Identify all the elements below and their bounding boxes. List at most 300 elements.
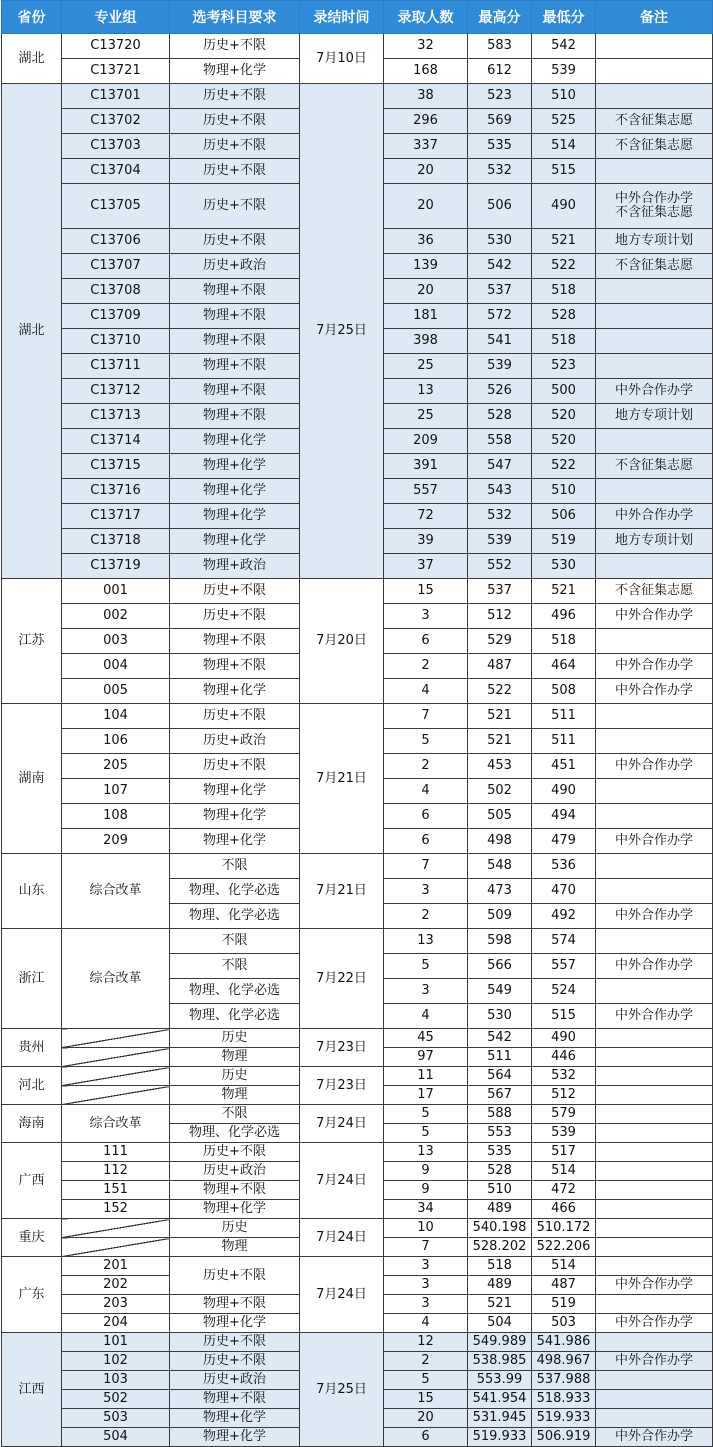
note-cell: 中外合作办学 (596, 1004, 713, 1029)
admission-scores-table (1, 0, 713, 1447)
subject-cell: 历史+不限 (170, 1333, 300, 1352)
count-cell: 6 (384, 804, 468, 829)
subject-cell: 物理+化学 (170, 1200, 300, 1219)
date-cell: 7月23日 (300, 1029, 384, 1067)
subject-cell: 历史+不限 (170, 109, 300, 134)
group-cell: C13721 (62, 59, 170, 84)
group-cell: 504 (62, 1428, 170, 1447)
note-cell (596, 879, 713, 904)
min-score-cell: 514 (532, 134, 596, 159)
count-cell: 15 (384, 579, 468, 604)
max-score-cell: 572 (468, 304, 532, 329)
note-cell: 中外合作办学 (596, 954, 713, 979)
count-cell: 6 (384, 829, 468, 854)
note-cell (596, 329, 713, 354)
min-score-cell: 514 (532, 1162, 596, 1181)
subject-cell: 物理 (170, 1238, 300, 1257)
note-cell (596, 1124, 713, 1143)
count-cell: 4 (384, 1314, 468, 1333)
table-row (2, 34, 713, 59)
header-max: 最高分 (468, 1, 532, 34)
min-score-cell: 515 (532, 1004, 596, 1029)
count-cell: 15 (384, 1390, 468, 1409)
group-cell: C13705 (62, 184, 170, 229)
province-cell: 重庆 (2, 1219, 62, 1257)
min-score-cell: 518.933 (532, 1390, 596, 1409)
min-score-cell: 574 (532, 929, 596, 954)
min-score-cell: 496 (532, 604, 596, 629)
group-cell: C13707 (62, 254, 170, 279)
count-cell: 139 (384, 254, 468, 279)
note-cell: 不含征集志愿 (596, 579, 713, 604)
table-row (2, 1333, 713, 1352)
subject-cell: 物理+不限 (170, 629, 300, 654)
count-cell: 391 (384, 454, 468, 479)
date-cell: 7月24日 (300, 1257, 384, 1333)
count-cell: 20 (384, 159, 468, 184)
count-cell: 37 (384, 554, 468, 579)
count-cell: 3 (384, 1276, 468, 1295)
subject-cell: 物理+化学 (170, 504, 300, 529)
max-score-cell: 539 (468, 354, 532, 379)
min-score-cell: 500 (532, 379, 596, 404)
note-cell (596, 704, 713, 729)
group-cell-empty (62, 1048, 170, 1067)
max-score-cell: 567 (468, 1086, 532, 1105)
subject-cell: 物理+化学 (170, 804, 300, 829)
min-score-cell: 520 (532, 429, 596, 454)
max-score-cell: 553.99 (468, 1371, 532, 1390)
subject-cell: 物理+不限 (170, 379, 300, 404)
max-score-cell: 521 (468, 704, 532, 729)
subject-cell: 物理、化学必选 (170, 979, 300, 1004)
min-score-cell: 506.919 (532, 1428, 596, 1447)
group-cell: 综合改革 (62, 929, 170, 1029)
note-cell (596, 304, 713, 329)
note-cell (596, 1048, 713, 1067)
subject-cell: 物理+不限 (170, 354, 300, 379)
subject-cell: 物理+不限 (170, 279, 300, 304)
subject-cell: 历史+政治 (170, 254, 300, 279)
max-score-cell: 541.954 (468, 1390, 532, 1409)
note-cell: 中外合作办学 (596, 379, 713, 404)
note-cell (596, 1181, 713, 1200)
min-score-cell: 518 (532, 629, 596, 654)
min-score-cell: 557 (532, 954, 596, 979)
max-score-cell: 473 (468, 879, 532, 904)
subject-cell: 物理+不限 (170, 1181, 300, 1200)
count-cell: 72 (384, 504, 468, 529)
count-cell: 13 (384, 379, 468, 404)
min-score-cell: 519 (532, 529, 596, 554)
group-cell: 111 (62, 1143, 170, 1162)
date-cell: 7月24日 (300, 1143, 384, 1219)
group-cell: 205 (62, 754, 170, 779)
group-cell: 综合改革 (62, 854, 170, 929)
table-body (2, 34, 713, 1447)
max-score-cell: 542 (468, 254, 532, 279)
max-score-cell: 558 (468, 429, 532, 454)
group-cell: C13717 (62, 504, 170, 529)
max-score-cell: 553 (468, 1124, 532, 1143)
note-cell (596, 929, 713, 954)
subject-cell: 物理+化学 (170, 679, 300, 704)
min-score-cell: 510.172 (532, 1219, 596, 1238)
header-date: 录结时间 (300, 1, 384, 34)
note-cell (596, 1067, 713, 1086)
subject-cell: 历史+不限 (170, 184, 300, 229)
group-cell: 112 (62, 1162, 170, 1181)
note-cell (596, 59, 713, 84)
subject-cell: 物理+不限 (170, 1390, 300, 1409)
max-score-cell: 598 (468, 929, 532, 954)
count-cell: 25 (384, 404, 468, 429)
group-cell: C13714 (62, 429, 170, 454)
max-score-cell: 548 (468, 854, 532, 879)
group-cell: 001 (62, 579, 170, 604)
min-score-cell: 522 (532, 454, 596, 479)
group-cell: 107 (62, 779, 170, 804)
group-cell: 502 (62, 1390, 170, 1409)
subject-cell: 历史+不限 (170, 34, 300, 59)
count-cell: 12 (384, 1333, 468, 1352)
header-min: 最低分 (532, 1, 596, 34)
province-cell: 广东 (2, 1257, 62, 1333)
note-cell: 中外合作办学 (596, 654, 713, 679)
subject-cell: 历史+不限 (170, 604, 300, 629)
min-score-cell: 537.988 (532, 1371, 596, 1390)
group-cell: 003 (62, 629, 170, 654)
max-score-cell: 498 (468, 829, 532, 854)
count-cell: 3 (384, 979, 468, 1004)
max-score-cell: 502 (468, 779, 532, 804)
max-score-cell: 523 (468, 84, 532, 109)
subject-cell: 物理+化学 (170, 479, 300, 504)
max-score-cell: 541 (468, 329, 532, 354)
table-row (2, 579, 713, 604)
count-cell: 36 (384, 229, 468, 254)
table-row (2, 84, 713, 109)
header-province: 省份 (2, 1, 62, 34)
count-cell: 39 (384, 529, 468, 554)
min-score-cell: 517 (532, 1143, 596, 1162)
note-cell: 中外合作办学 (596, 679, 713, 704)
count-cell: 4 (384, 779, 468, 804)
group-cell: C13715 (62, 454, 170, 479)
count-cell: 5 (384, 1371, 468, 1390)
max-score-cell: 537 (468, 279, 532, 304)
max-score-cell: 519.933 (468, 1428, 532, 1447)
subject-cell: 历史+不限 (170, 754, 300, 779)
date-cell: 7月25日 (300, 1333, 384, 1447)
group-cell: C13719 (62, 554, 170, 579)
count-cell: 209 (384, 429, 468, 454)
min-score-cell: 536 (532, 854, 596, 879)
date-cell: 7月21日 (300, 854, 384, 929)
subject-cell: 物理+不限 (170, 404, 300, 429)
max-score-cell: 569 (468, 109, 532, 134)
note-cell (596, 979, 713, 1004)
date-cell: 7月25日 (300, 84, 384, 579)
min-score-cell: 508 (532, 679, 596, 704)
subject-cell: 历史+不限 (170, 1257, 300, 1295)
group-cell: 103 (62, 1371, 170, 1390)
subject-cell: 物理+化学 (170, 429, 300, 454)
count-cell: 3 (384, 604, 468, 629)
max-score-cell: 532 (468, 504, 532, 529)
max-score-cell: 511 (468, 1048, 532, 1067)
count-cell: 337 (384, 134, 468, 159)
note-cell: 地方专项计划 (596, 404, 713, 429)
province-cell: 江西 (2, 1333, 62, 1447)
count-cell: 7 (384, 1238, 468, 1257)
group-cell: C13713 (62, 404, 170, 429)
max-score-cell: 526 (468, 379, 532, 404)
table-row (2, 704, 713, 729)
note-cell: 中外合作办学 (596, 904, 713, 929)
subject-cell: 物理+化学 (170, 454, 300, 479)
max-score-cell: 528 (468, 404, 532, 429)
note-cell (596, 354, 713, 379)
max-score-cell: 612 (468, 59, 532, 84)
subject-cell: 物理+政治 (170, 554, 300, 579)
subject-cell: 物理 (170, 1048, 300, 1067)
group-cell: C13716 (62, 479, 170, 504)
min-score-cell: 539 (532, 1124, 596, 1143)
max-score-cell: 549 (468, 979, 532, 1004)
count-cell: 20 (384, 279, 468, 304)
min-score-cell: 506 (532, 504, 596, 529)
group-cell-empty (62, 1086, 170, 1105)
subject-cell: 历史+不限 (170, 159, 300, 184)
count-cell: 45 (384, 1029, 468, 1048)
min-score-cell: 494 (532, 804, 596, 829)
group-cell: C13718 (62, 529, 170, 554)
subject-cell: 不限 (170, 854, 300, 879)
note-cell (596, 1409, 713, 1428)
min-score-cell: 528 (532, 304, 596, 329)
note-cell: 不含征集志愿 (596, 454, 713, 479)
count-cell: 25 (384, 354, 468, 379)
group-cell: 002 (62, 604, 170, 629)
note-cell (596, 1295, 713, 1314)
date-cell: 7月22日 (300, 929, 384, 1029)
province-cell: 海南 (2, 1105, 62, 1143)
group-cell: 108 (62, 804, 170, 829)
note-cell (596, 1219, 713, 1238)
note-cell: 中外合作办学 (596, 1352, 713, 1371)
subject-cell: 物理+化学 (170, 529, 300, 554)
subject-cell: 物理、化学必选 (170, 1124, 300, 1143)
count-cell: 5 (384, 954, 468, 979)
count-cell: 9 (384, 1181, 468, 1200)
min-score-cell: 479 (532, 829, 596, 854)
count-cell: 7 (384, 704, 468, 729)
max-score-cell: 489 (468, 1276, 532, 1295)
group-cell: C13709 (62, 304, 170, 329)
note-cell: 中外合作办学 (596, 829, 713, 854)
province-cell: 贵州 (2, 1029, 62, 1067)
max-score-cell: 542 (468, 1029, 532, 1048)
min-score-cell: 519 (532, 1295, 596, 1314)
max-score-cell: 549.989 (468, 1333, 532, 1352)
note-cell (596, 1390, 713, 1409)
subject-cell: 不限 (170, 1105, 300, 1124)
subject-cell: 不限 (170, 954, 300, 979)
note-cell (596, 279, 713, 304)
min-score-cell: 515 (532, 159, 596, 184)
subject-cell: 物理+不限 (170, 329, 300, 354)
max-score-cell: 566 (468, 954, 532, 979)
min-score-cell: 490 (532, 184, 596, 229)
note-cell (596, 1257, 713, 1276)
max-score-cell: 530 (468, 1004, 532, 1029)
min-score-cell: 541.986 (532, 1333, 596, 1352)
header-group: 专业组 (62, 1, 170, 34)
count-cell: 20 (384, 1409, 468, 1428)
min-score-cell: 542 (532, 34, 596, 59)
group-cell: 102 (62, 1352, 170, 1371)
min-score-cell: 492 (532, 904, 596, 929)
note-cell: 中外合作办学 (596, 754, 713, 779)
count-cell: 13 (384, 1143, 468, 1162)
max-score-cell: 552 (468, 554, 532, 579)
note-cell: 不含征集志愿 (596, 109, 713, 134)
count-cell: 181 (384, 304, 468, 329)
subject-cell: 历史+不限 (170, 579, 300, 604)
min-score-cell: 539 (532, 59, 596, 84)
subject-cell: 物理+化学 (170, 779, 300, 804)
group-cell: 101 (62, 1333, 170, 1352)
subject-cell: 历史 (170, 1029, 300, 1048)
note-line: 中外合作办学 (614, 191, 693, 206)
min-score-cell: 521 (532, 579, 596, 604)
min-score-cell: 472 (532, 1181, 596, 1200)
group-cell: C13712 (62, 379, 170, 404)
table-row (2, 1257, 713, 1276)
subject-cell: 物理+化学 (170, 1314, 300, 1333)
min-score-cell: 518 (532, 279, 596, 304)
note-cell (596, 729, 713, 754)
min-score-cell: 510 (532, 479, 596, 504)
min-score-cell: 464 (532, 654, 596, 679)
subject-cell: 历史+不限 (170, 704, 300, 729)
max-score-cell: 564 (468, 1067, 532, 1086)
count-cell: 7 (384, 854, 468, 879)
group-cell-empty (62, 1219, 170, 1238)
note-cell (596, 554, 713, 579)
max-score-cell: 530 (468, 229, 532, 254)
group-cell: 204 (62, 1314, 170, 1333)
group-cell: 209 (62, 829, 170, 854)
count-cell: 3 (384, 1257, 468, 1276)
count-cell: 10 (384, 1219, 468, 1238)
min-score-cell: 525 (532, 109, 596, 134)
subject-cell: 历史+政治 (170, 1162, 300, 1181)
province-cell: 浙江 (2, 929, 62, 1029)
group-cell: C13710 (62, 329, 170, 354)
count-cell: 3 (384, 879, 468, 904)
group-cell: 106 (62, 729, 170, 754)
subject-cell: 物理、化学必选 (170, 904, 300, 929)
table-row (2, 1029, 713, 1048)
max-score-cell: 540.198 (468, 1219, 532, 1238)
count-cell: 5 (384, 1105, 468, 1124)
group-cell: 202 (62, 1276, 170, 1295)
max-score-cell: 588 (468, 1105, 532, 1124)
group-cell: C13704 (62, 159, 170, 184)
date-cell: 7月24日 (300, 1219, 384, 1257)
table-row (2, 1219, 713, 1238)
count-cell: 13 (384, 929, 468, 954)
header-note: 备注 (596, 1, 713, 34)
subject-cell: 物理+化学 (170, 1428, 300, 1447)
subject-cell: 历史+不限 (170, 1352, 300, 1371)
subject-cell: 不限 (170, 929, 300, 954)
note-cell: 中外合作办学 (596, 1314, 713, 1333)
max-score-cell: 535 (468, 1143, 532, 1162)
max-score-cell: 543 (468, 479, 532, 504)
note-cell (596, 1029, 713, 1048)
min-score-cell: 498.967 (532, 1352, 596, 1371)
count-cell: 4 (384, 679, 468, 704)
min-score-cell: 503 (532, 1314, 596, 1333)
subject-cell: 物理+不限 (170, 1295, 300, 1314)
max-score-cell: 532 (468, 159, 532, 184)
max-score-cell: 512 (468, 604, 532, 629)
subject-cell: 物理、化学必选 (170, 879, 300, 904)
max-score-cell: 521 (468, 1295, 532, 1314)
min-score-cell: 520 (532, 404, 596, 429)
date-cell: 7月20日 (300, 579, 384, 704)
subject-cell: 物理+化学 (170, 59, 300, 84)
province-cell: 江苏 (2, 579, 62, 704)
note-cell (596, 1200, 713, 1219)
note-cell (596, 1162, 713, 1181)
note-cell (596, 1143, 713, 1162)
min-score-cell: 524 (532, 979, 596, 1004)
group-cell-empty (62, 1238, 170, 1257)
count-cell: 2 (384, 904, 468, 929)
province-cell: 湖南 (2, 704, 62, 854)
max-score-cell: 547 (468, 454, 532, 479)
max-score-cell: 505 (468, 804, 532, 829)
group-cell: 201 (62, 1257, 170, 1276)
group-cell: C13703 (62, 134, 170, 159)
table-row (2, 1067, 713, 1086)
province-cell: 广西 (2, 1143, 62, 1219)
min-score-cell: 519.933 (532, 1409, 596, 1428)
max-score-cell: 583 (468, 34, 532, 59)
subject-cell: 物理、化学必选 (170, 1004, 300, 1029)
max-score-cell: 535 (468, 134, 532, 159)
count-cell: 20 (384, 184, 468, 229)
min-score-cell: 511 (532, 704, 596, 729)
subject-cell: 历史+政治 (170, 729, 300, 754)
count-cell: 2 (384, 754, 468, 779)
min-score-cell: 522.206 (532, 1238, 596, 1257)
subject-cell: 历史+不限 (170, 84, 300, 109)
subject-cell: 物理+不限 (170, 654, 300, 679)
date-cell: 7月23日 (300, 1067, 384, 1105)
max-score-cell: 487 (468, 654, 532, 679)
note-cell (596, 779, 713, 804)
group-cell: 203 (62, 1295, 170, 1314)
note-cell (596, 1105, 713, 1124)
note-cell (596, 429, 713, 454)
max-score-cell: 506 (468, 184, 532, 229)
max-score-cell: 521 (468, 729, 532, 754)
